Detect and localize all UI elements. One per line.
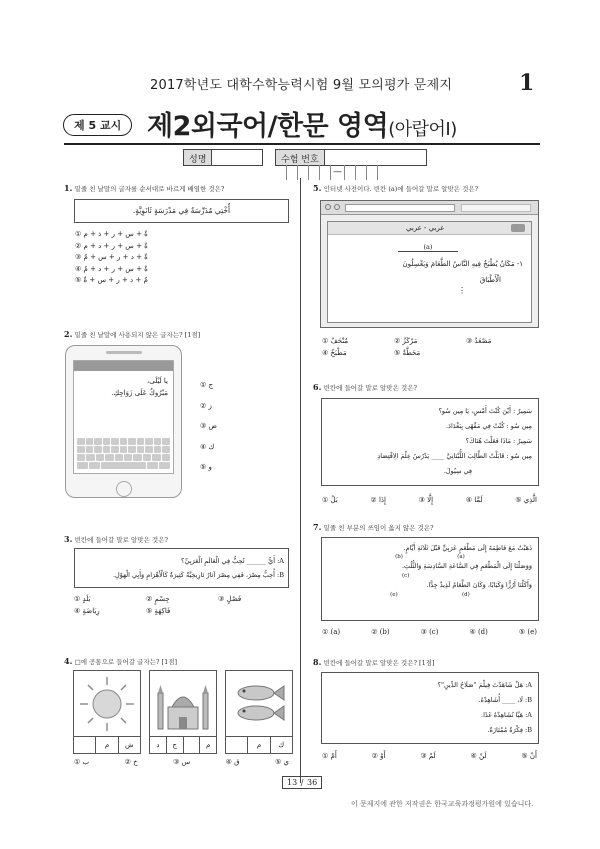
phone-status-bar — [74, 361, 173, 371]
choice-3[interactable]: ③ فَصْلٍ — [218, 595, 242, 603]
question-number: 3. — [64, 534, 73, 544]
exam-number-dash: — — [331, 165, 345, 180]
label-b: (b) — [395, 554, 403, 560]
dialog-line: سَمِيرٌ : أَيْنَ كُنْتَ أَمْسِ، يَا مِين سُو؟ — [438, 407, 532, 415]
definition-line-1: ١- مَكَانٌ يُطْبَخُ فِيهِ النَّاسُ الطَّعَامَ وَيَغْسِلُونَ — [402, 260, 523, 268]
dictionary-title: عربي - عربي — [406, 224, 445, 232]
session-badge: 제 5 교시 — [63, 114, 132, 136]
choice-5[interactable]: ⑤ مَحَطَّةٌ — [394, 348, 421, 357]
copyright-notice: 이 문제지에 관한 저작권은 한국교육과정평가원에 있습니다. — [351, 800, 534, 808]
choice-3[interactable]: ③ مَصْعَدٌ — [466, 337, 492, 345]
question-6 — [313, 382, 543, 392]
passage-line: وَأَكَلْنَا أَرُزًّا وَكَبَابًا، وَكَانَ الطَّعَامُ لَذِيذٌ جِدًّا. — [426, 581, 532, 589]
exam-number-cells — [276, 165, 378, 180]
choice-1[interactable]: ① ج — [200, 381, 214, 389]
q3-choices — [74, 594, 289, 617]
sun-icon — [74, 671, 140, 737]
subject-title — [147, 104, 457, 143]
choice-1[interactable]: ① بَلَدٍ — [74, 595, 91, 603]
choice-4[interactable]: ④ لَمَّا — [465, 496, 483, 504]
exam-number-field — [275, 149, 427, 177]
message-line-2: مَبْرُوكٌ عَلَى زَوَاجِكِ. — [111, 389, 168, 397]
choice-3[interactable]: ③ ض — [200, 422, 217, 430]
browser-tab[interactable] — [461, 204, 531, 212]
choice-2[interactable]: ② مَرْكَزٌ — [394, 337, 418, 345]
question-number: 6. — [313, 382, 322, 392]
question-text: 인터넷 사전이다. 빈칸 (a)에 들어갈 말로 알맞은 것은? — [323, 185, 479, 193]
choice-2[interactable]: ② إِذَا — [370, 496, 386, 504]
dictionary-browser-window — [320, 200, 539, 328]
q8-choices — [322, 751, 537, 763]
choice-2[interactable]: ② أَوْ — [371, 752, 386, 760]
question-3 — [64, 534, 294, 544]
question-text: 밑줄 친 부분의 쓰임이 옳지 않은 것은? — [323, 524, 434, 532]
choice-3[interactable]: ③ إِلَّا — [418, 496, 434, 504]
question-number: 4. — [64, 656, 73, 666]
q5-choices — [322, 336, 537, 359]
fish-icon — [226, 671, 292, 737]
choice-5[interactable]: ⑤ و — [200, 463, 212, 471]
phone-keyboard — [77, 438, 170, 470]
dialog-line-a: A: أَيُّ ______ تُحِبُّ فِي الْعَالَمِ الْعَرَبِيِّ؟ — [181, 557, 284, 565]
letter-slot: ج — [167, 737, 184, 753]
subject-title-sub: (아랍어Ⅰ) — [388, 119, 457, 140]
letter-slot: م — [96, 737, 118, 753]
current-page: 13 — [287, 778, 298, 787]
blank-a: (a) — [398, 243, 458, 252]
q2-choices — [200, 375, 240, 478]
label-a: (a) — [457, 554, 465, 560]
letter-slot: م — [205, 741, 211, 749]
dialog-line: فِي سِيُولَ. — [443, 467, 472, 475]
letter-slots — [150, 736, 216, 753]
home-button — [116, 481, 132, 497]
forward-icon[interactable] — [334, 204, 340, 210]
choice-3[interactable]: ③ س — [173, 758, 191, 766]
choice-4[interactable]: ④ مَطْبَخٌ — [322, 348, 347, 357]
dialog-line: مِين سُو : قَابَلْتُ الطَّالِبَ اللُّبْنَانِيَّ ____ يَدْرُسُ عِلْمَ الِاقْتِصَادِ — [377, 452, 532, 460]
dialog-line: B: لَا، ____ أُشَاهِدْهُ. — [478, 696, 532, 704]
question-number: 7. — [313, 522, 322, 532]
name-field — [183, 149, 263, 166]
choice-1[interactable]: ① ب — [74, 758, 90, 766]
letter-slot: د — [150, 737, 167, 753]
title-divider — [64, 143, 540, 145]
question-8 — [313, 657, 543, 667]
q3-dialog-box — [74, 548, 289, 588]
choice-5[interactable]: ⑤ الَّذِي — [515, 496, 537, 504]
choice-5[interactable]: ⑤ مُ + د + ر + س + ةٌ — [75, 276, 148, 284]
choice-5[interactable]: ⑤ ي — [274, 758, 289, 766]
column-divider — [300, 178, 301, 783]
label-c: (c) — [402, 573, 410, 579]
passage-line: ذَهَبْتُ مَعَ فَاطِمَةَ إِلَى مَطْعَمٍ عَرَبِيٍّ قَبْلَ ثَلَاثَةِ أَيَّامٍ. — [403, 544, 532, 552]
label-e: (e) — [390, 592, 398, 598]
q6-dialog-box — [321, 398, 539, 486]
question-text: 빈칸에 들어갈 말로 알맞은 것은? [1점] — [323, 659, 435, 667]
total-pages: 36 — [306, 778, 318, 787]
question-7 — [313, 522, 543, 532]
letter-slots — [226, 736, 292, 753]
definition-line-2: الْأَطْبَاقَ — [479, 276, 501, 284]
dictionary-page — [327, 221, 532, 323]
choice-3[interactable]: ③ لَمْ — [420, 752, 436, 760]
dictionary-header — [328, 222, 531, 235]
exam-number-label: 수험 번호 — [276, 150, 325, 165]
q4-choices — [74, 757, 289, 769]
choice-2[interactable]: ② ز — [200, 401, 212, 410]
letter-slot — [184, 737, 201, 753]
question-text: 밑줄 친 낱말에 사용되지 않은 글자는? [1점] — [74, 331, 201, 339]
choice-4[interactable]: ④ ةٌ + س + ر + د + مُ — [75, 264, 148, 273]
q1-choices — [75, 229, 195, 287]
choice-2[interactable]: ② (b) — [371, 628, 390, 636]
name-label: 성명 — [184, 150, 212, 165]
question-text: 빈칸에 들어갈 말로 알맞은 것은? — [323, 384, 417, 392]
subject-title-main: 제2외국어/한문 영역 — [147, 111, 389, 142]
fish-picture-card — [225, 670, 293, 754]
dialog-line: مِين سُو : كُنْتُ فِي مَقْهًى بِبَغْدَادَ. — [445, 422, 532, 430]
question-1 — [64, 183, 294, 193]
question-5 — [313, 183, 543, 193]
message-line-1: يا لَيْلَى، — [147, 377, 168, 385]
letter-slot — [74, 737, 96, 753]
choice-4[interactable]: ④ رِيَاضَةٍ — [74, 606, 100, 615]
address-bar[interactable] — [345, 204, 455, 212]
dialog-line: A: هَيَّا نُشَاهِدْهُ غَدًا. — [481, 711, 532, 719]
letter-slot: م — [248, 737, 270, 753]
choice-1[interactable]: ① مُتْحَفٌ — [322, 337, 349, 345]
q1-sentence-box: أُخْتِي مُدَرِّسَةٌ فِي مَدْرَسَةٍ ثَانَوِيَّةٍ. — [74, 199, 289, 223]
mosque-icon — [150, 671, 216, 737]
q7-choices — [322, 627, 537, 639]
dialog-line: B: فِكْرَةٌ مُمْتَازَةٌ. — [487, 726, 532, 734]
choice-1[interactable]: ① أَمْ — [322, 752, 337, 760]
q7-passage-box — [321, 537, 539, 621]
page-counter: 13 / 36 — [282, 776, 322, 789]
label-row — [328, 592, 532, 598]
choice-4[interactable]: ④ لَنْ — [470, 752, 487, 760]
question-number: 8. — [313, 657, 322, 667]
choice-5[interactable]: ⑤ (e) — [518, 628, 537, 636]
continuation-dots: ⋮ — [458, 286, 466, 295]
browser-toolbar — [321, 201, 538, 215]
question-4 — [64, 656, 294, 666]
dialog-line: سَمِيرٌ : مَاذَا فَعَلْتَ هُنَاكَ؟ — [465, 437, 532, 445]
choice-3[interactable]: ③ (c) — [420, 628, 439, 636]
letter-slot — [226, 737, 248, 753]
choice-4[interactable]: ④ ق — [225, 758, 240, 766]
question-2 — [64, 329, 294, 339]
phone-speaker — [106, 351, 142, 354]
passage-line: وَوَصَلْنَا إِلَى الْمَطْعَمِ فِي السَّاعَةِ السَّادِسَةِ وَالثُّلُثِ. — [401, 562, 532, 570]
choice-4[interactable]: ④ ك — [200, 442, 215, 451]
exam-title: 2017학년도 대학수학능력시험 9월 모의평가 문제지 — [150, 78, 453, 93]
dialog-line: A: هَلْ شَاهَدْتَ فِيلْمَ "صَلَاحُ الدِّينِ"؟ — [437, 681, 532, 689]
label-d: (d) — [462, 592, 470, 598]
phone-illustration — [65, 345, 182, 498]
choice-2[interactable]: ② ةٌ + س + ر + د + م — [75, 241, 148, 250]
letter-slot: ك — [278, 741, 285, 749]
choice-1[interactable]: ① (a) — [322, 628, 341, 636]
question-number: 5. — [313, 183, 322, 193]
question-text: □에 공통으로 들어갈 글자는? [1점] — [74, 658, 178, 666]
choice-2[interactable]: ② خ — [124, 758, 138, 766]
choice-3[interactable]: ③ ةٌ + د + ر + س + مُ — [75, 253, 148, 261]
letter-slot: ش — [125, 741, 134, 749]
q8-dialog-box — [321, 672, 539, 744]
question-number: 1. — [64, 183, 73, 193]
sun-picture-card — [73, 670, 141, 754]
choice-4[interactable]: ④ (d) — [469, 628, 488, 636]
page-number: 1 — [519, 70, 535, 96]
question-text: 빈칸에 들어갈 말로 알맞은 것은? — [74, 536, 168, 544]
question-text: 밑줄 친 낱말의 글자를 순서대로 바르게 배열한 것은? — [74, 185, 225, 193]
mosque-picture-card — [149, 670, 217, 754]
dialog-line-b: B: أُحِبُّ مِصْرَ، فَفِي مِصْرَ آثارٌ تَارِيخِيَّةٌ كَثِيرَةٌ كَالْأَهْرَامِ وَأَبِي الْهَوْلِ. — [112, 571, 284, 579]
choice-1[interactable]: ① بَلْ — [322, 496, 338, 504]
q6-choices — [322, 495, 537, 507]
back-icon[interactable] — [325, 204, 331, 210]
letter-slots — [74, 736, 140, 753]
choice-2[interactable]: ② جِسْمٍ — [146, 595, 170, 603]
choice-5[interactable]: ⑤ أَنْ — [521, 752, 537, 760]
phone-screen — [73, 360, 174, 474]
choice-1[interactable]: ① ةٌ + س + ر + ذ + م — [75, 230, 148, 238]
book-icon — [511, 224, 525, 232]
choice-5[interactable]: ⑤ فَاكِهَةٍ — [146, 606, 171, 615]
question-number: 2. — [64, 329, 73, 339]
